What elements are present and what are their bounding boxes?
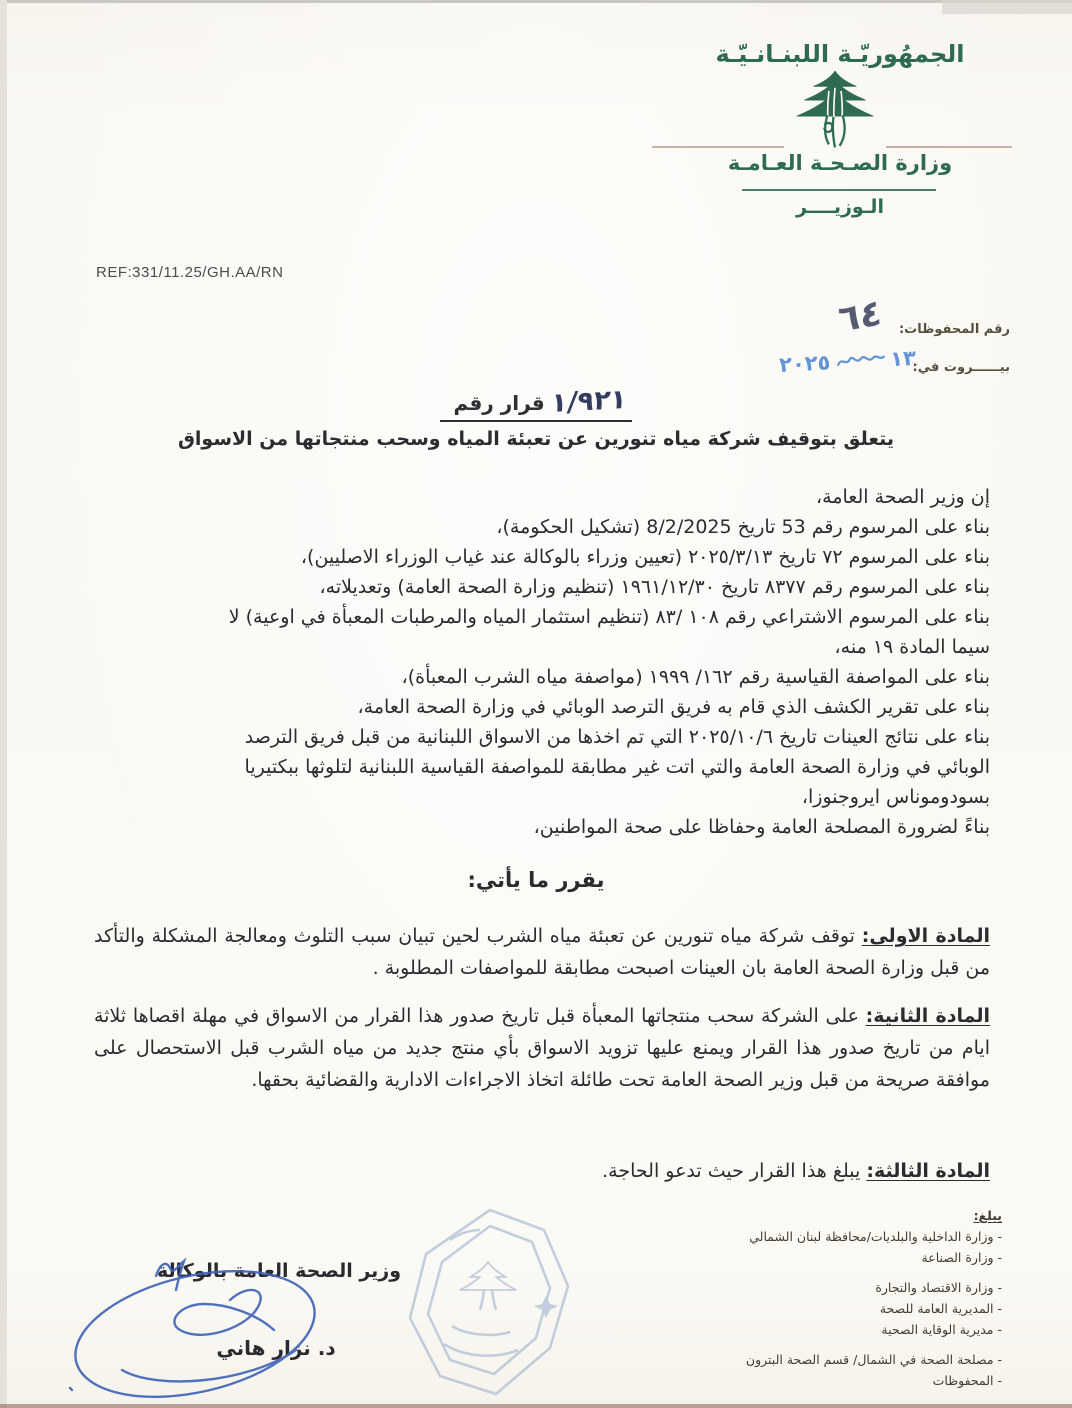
decides-heading: يقرر ما يأتي: [467,868,605,892]
handwritten-signature [60,1238,342,1406]
preamble-line: سيما المادة ١٩ منه، [834,636,990,658]
distribution-item: - المديرية العامة للصحة [879,1301,1002,1316]
preamble [94,482,990,842]
reference-number: REF:331/11.25/GH.AA/RN [96,264,284,281]
article-2-text: على الشركة سحب منتجاتها المعبأة قبل تاريخ صدور هذا القرار من الاسواق في مهلة اقصاها ثلاثة ايام من تاريخ صدور هذا القرار ويمنع عليها تزويد الاسواق بأي منتج جديد من مياه الشرب قبل الاستحصال على موافقة صريحة من قبل وزير الصحة العامة تحت طائلة اتخاذ الاجراءات الادارية والقضائية بحقها. [94,1005,990,1091]
article-2 [94,1000,990,1096]
scan-corner-smudge [942,0,1072,14]
preamble-line: بناءً لضرورة المصلحة العامة وحفاظا على صحة المواطنين، [533,816,990,838]
preamble-line: بناء على المرسوم الاشتراعي رقم ١٠٨ /٨٣ (تنظيم استثمار المياه والمرطبات المعبأة في اوعية) لا [228,606,990,628]
official-stamp [398,1204,578,1404]
decision-subject: يتعلق بتوقيف شركة مياه تنورين عن تعبئة المياه وسحب منتجاتها من الاسواق [177,428,895,450]
minister-title: الـوزيــــر [796,196,884,218]
archive-number-label: رقم المحفوظات: [898,322,1010,337]
preamble-line: بناء على المرسوم رقم ٨٣٧٧ تاريخ ١٩٦١/١٢/٣٠ (تنظيم وزارة الصحة العامة) وتعديلاته، [319,576,990,598]
decision-number-handwritten: ١/٩٢١ [549,383,628,420]
handwritten-date-day: ١٣ [889,345,917,372]
decision-title: قرار رقم [453,391,545,415]
article-1-label: المادة الاولى: [861,925,991,947]
preamble-line: بناء على المرسوم ٧٢ تاريخ ٢٠٢٥/٣/١٣ (تعيين وزراء بالوكالة عند غياب الوزراء الاصليين)، [300,546,990,568]
header-divider-left [652,146,784,148]
article-3 [94,1155,990,1187]
article-2-label: المادة الثانية: [865,1005,990,1027]
preamble-line: بناء على المرسوم رقم 53 تاريخ 8/2/2025 (تشكيل الحكومة)، [496,516,990,538]
preamble-line: بناء على المواصفة القياسية رقم ١٦٢/ ١٩٩٩ (مواصفة مياه الشرب المعبأة)، [401,666,990,688]
decision-title-row [0,383,1072,422]
preamble-line: الوبائي في وزارة الصحة العامة والتي اتت غير مطابقة للمواصفة القياسية اللبنانية لتلوثها ببكتيريا [244,756,990,778]
archive-number-handwritten: ٦٤ [836,292,884,341]
handwritten-date [755,346,916,378]
article-1 [94,920,990,984]
article-1-text: توقف شركة مياه تنورين عن تعبئة مياه الشرب لحين تبيان سبب التلوث ومعالجة المشكلة والتأكد من قبل وزارة الصحة العامة بان العينات اصبحت مطابقة للمواصفات المطلوبة . [94,925,990,979]
handwritten-month-scribble [834,348,887,373]
cedar-logo-icon [787,68,883,152]
distribution-item: - وزارة الداخلية والبلديات/محافظة لبنان الشمالي [749,1229,1002,1244]
signatory-name: د. نزار هاني [216,1336,336,1360]
beirut-date-label: بيــــــروت في: [912,360,1010,375]
ministry-title: وزارة الصـحـة العـامـة [727,151,953,175]
scan-edge-left [0,0,7,1408]
preamble-line: إن وزير الصحة العامة، [816,486,990,508]
preamble-line: بناء على نتائج العينات تاريخ ٢٠٢٥/١٠/٦ التي تم اخذها من الاسواق اللبنانية من قبل فريق الترصد [244,726,990,748]
preamble-line: بسودوموناس ايروجنوزا، [801,786,990,808]
distribution-item: - وزارة الصناعة [921,1250,1002,1265]
handwritten-date-year: ٢٠٢٥ [778,350,831,377]
distribution-item: - مصلحة الصحة في الشمال/ قسم الصحة البترون [745,1352,1002,1367]
article-3-text: يبلغ هذا القرار حيث تدعو الحاجة. [602,1160,867,1182]
distribution-list [642,1205,1002,1391]
preamble-line: بناء على تقرير الكشف الذي قام به فريق الترصد الوبائي في وزارة الصحة العامة، [357,696,990,718]
distribution-item: - وزارة الاقتصاد والتجارة [875,1280,1002,1295]
distribution-label: يبلغ: [973,1208,1002,1223]
ministry-underline [742,189,936,191]
distribution-item: - المحفوظات [932,1373,1002,1388]
signatory-title: وزير الصحة العامة بالوكالة [156,1260,402,1282]
distribution-item: - مديرية الوقاية الصحية [881,1322,1002,1337]
scan-edge-top [0,0,1072,3]
article-3-label: المادة الثالثة: [866,1160,990,1182]
republic-title: الجمهُوريّـة اللبنـانـيّـة [715,40,965,68]
header-divider-right [886,146,1012,148]
